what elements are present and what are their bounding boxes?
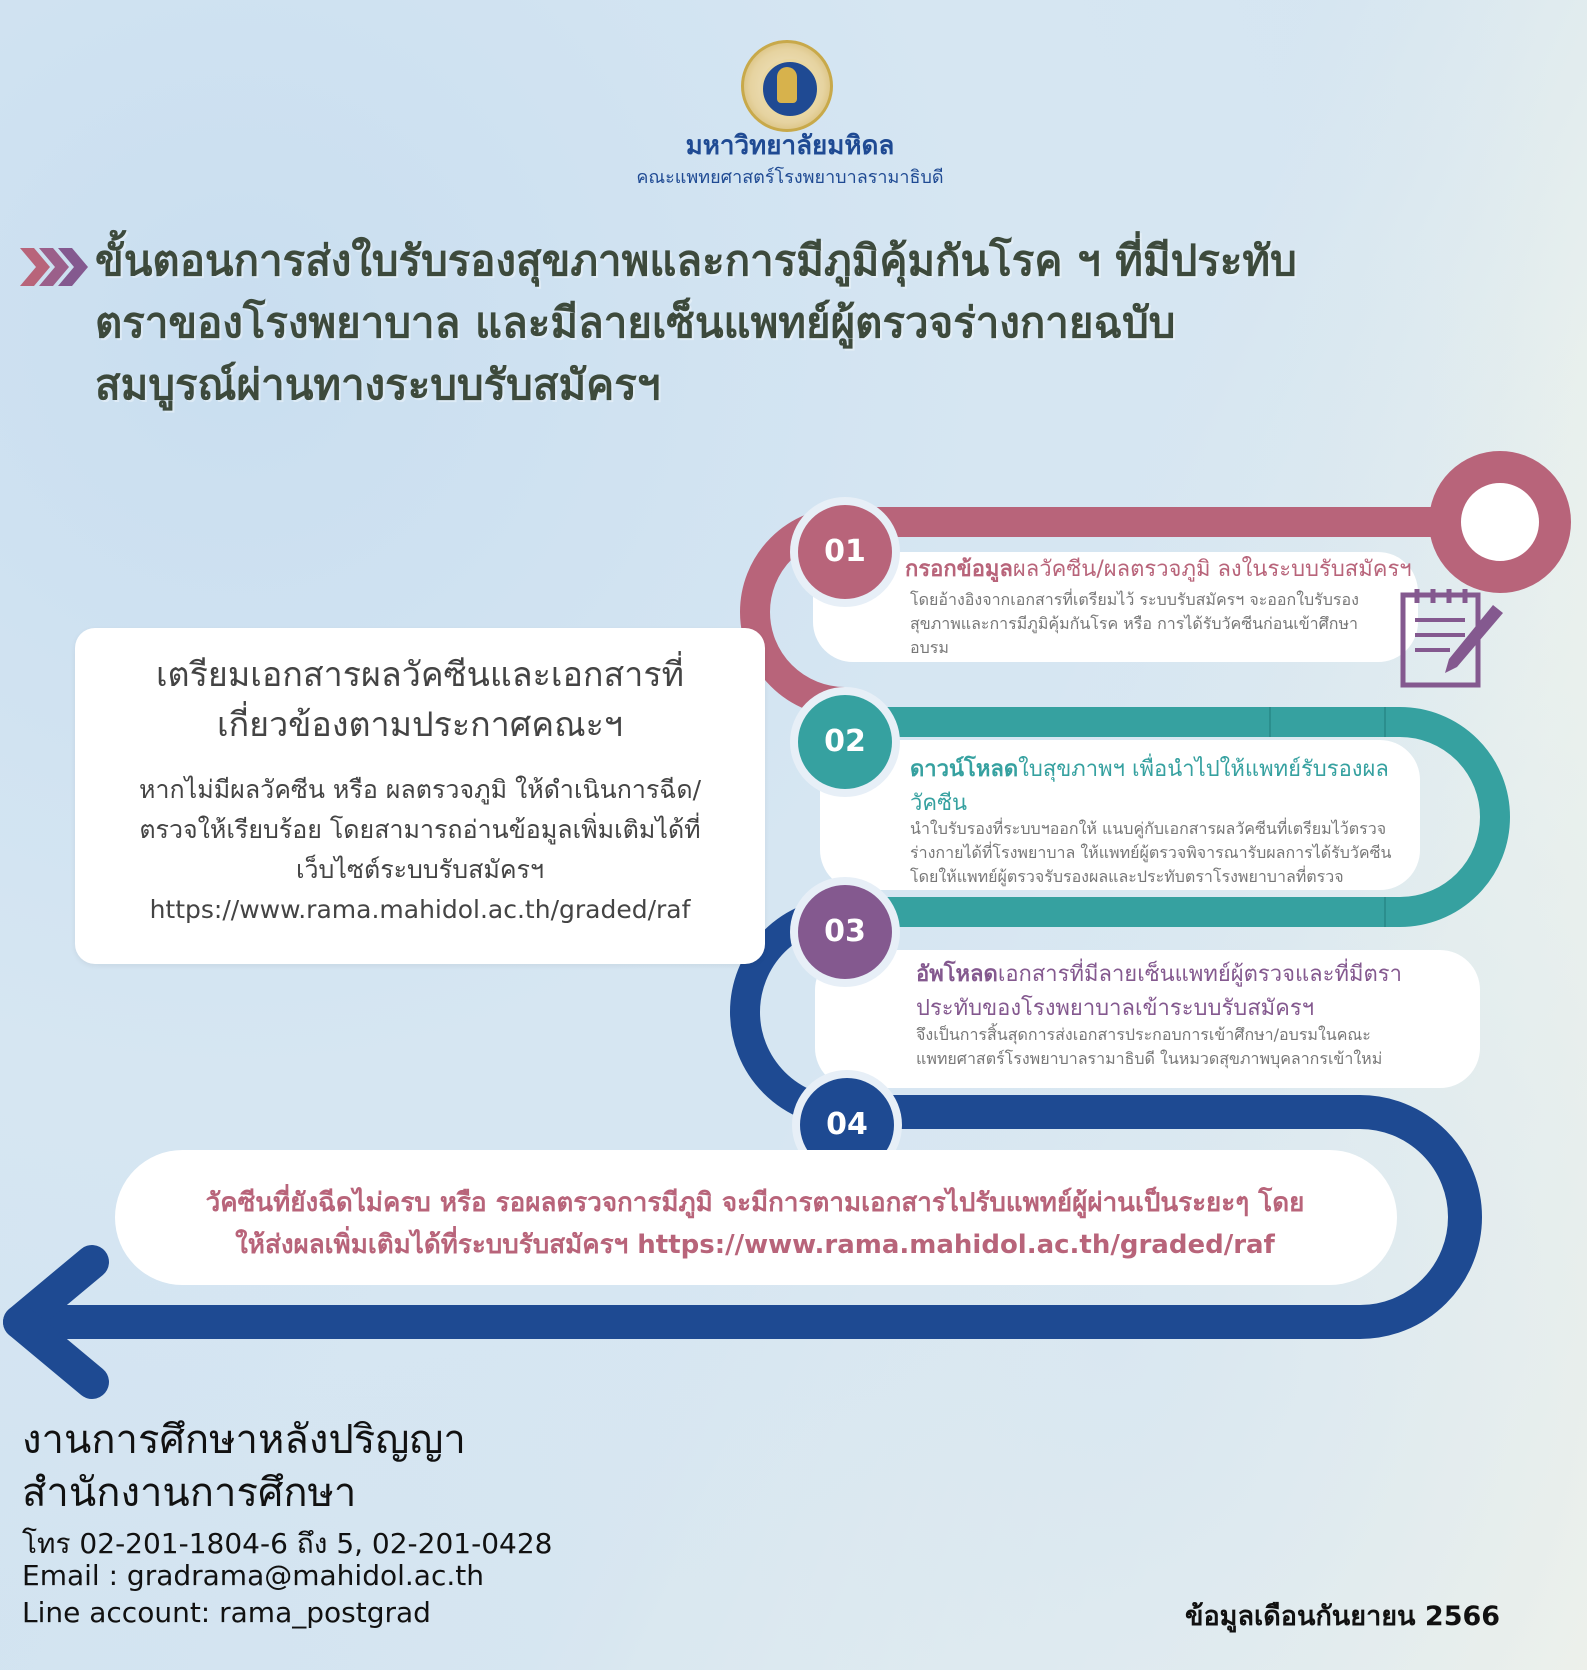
step-1-title: กรอกข้อมูลผลวัคซีน/ผลตรวจภูมิ ลงในระบบรับสมัครฯ	[905, 557, 1412, 582]
data-date: ข้อมูลเดือนกันยายน 2566	[1185, 1601, 1501, 1632]
step-2-title: ดาวน์โหลดใบสุขภาพฯ เพื่อนำไปให้แพทย์รับรองผล วัคซีน	[910, 757, 1389, 816]
contact-phone: โทร 02-201-1804-6 ถึง 5, 02-201-0428	[22, 1527, 553, 1560]
preparation-link[interactable]: https://www.rama.mahidol.ac.th/graded/raf	[149, 895, 691, 924]
step-1-description: โดยอ้างอิงจากเอกสารที่เตรียมไว้ ระบบรับสมัครฯ จะออกใบรับรอง สุขภาพและการมีภูมิคุ้มกันโรค หรือ การได้รับวัคซีนก่อนเข้าศึกษา อบรม	[910, 590, 1359, 657]
faculty-name: คณะแพทยศาสตร์โรงพยาบาลรามาธิบดี	[636, 167, 944, 188]
step-4-number: 04	[800, 1078, 894, 1172]
page-title: ขั้นตอนการส่งใบรับรองสุขภาพและการมีภูมิคุ้มกันโรค ฯ ที่มีประทับ ตราของโรงพยาบาล และมีลายเซ็นแพทย์ผู้ตรวจร่างกายฉบับ สมบูรณ์ผ่านทางระบบรับสมัครฯ	[95, 236, 1297, 409]
step-2-number: 02	[798, 695, 892, 789]
step-3-number: 03	[798, 885, 892, 979]
office-name: งานการศึกษาหลังปริญญา	[22, 1417, 466, 1463]
step-3-title: อัพโหลดเอกสารที่มีลายเซ็นแพทย์ผู้ตรวจและที่มีตรา ประทับของโรงพยาบาลเข้าระบบรับสมัครฯ	[916, 962, 1402, 1021]
step-2-description: นำใบรับรองที่ระบบฯออกให้ แนบคู่กับเอกสารผลวัคซีนที่เตรียมไว้ตรวจ ร่างกายได้ที่โรงพยาบาล ให้แพทย์ผู้ตรวจพิจารณารับผลการได้รับวัคซีน โดยให้แพทย์ผู้ตรวจรับรองผลและประทับตราโรงพยาบาลที่ตรวจ	[910, 819, 1392, 886]
clipboard-pencil-icon	[1395, 585, 1505, 695]
university-name: มหาวิทยาลัยมหิดล	[685, 131, 895, 161]
preparation-title: เตรียมเอกสารผลวัคซีนและเอกสารที่ เกี่ยวข้องตามประกาศคณะฯ	[155, 655, 685, 745]
note-text: วัคซีนที่ยังฉีดไม่ครบ หรือ รอผลตรวจการมีภูมิ จะมีการตามเอกสารไปรับแพทย์ผู้ผ่านเป็นระยะๆ โดย ให้ส่งผลเพิ่มเติมได้ที่ระบบรับสมัครฯ https://www.rama.mahidol.ac.th/graded/raf	[205, 1188, 1305, 1260]
ring-icon	[1445, 467, 1555, 577]
university-seal-icon	[741, 40, 833, 132]
triple-chevron-icon	[20, 246, 88, 288]
contact-email[interactable]: Email : gradrama@mahidol.ac.th	[22, 1559, 484, 1592]
step-1-number: 01	[798, 505, 892, 599]
preparation-body: หากไม่มีผลวัคซีน หรือ ผลตรวจภูมิ ให้ดำเนินการฉีด/ ตรวจให้เรียบร้อย โดยสามารถอ่านข้อมูลเพิ่มเติมได้ที่ เว็บไซต์ระบบรับสมัครฯ	[139, 775, 701, 884]
office-subname: สำนักงานการศึกษา	[22, 1470, 357, 1516]
contact-line: Line account: rama_postgrad	[22, 1596, 431, 1629]
step-3-description: จึงเป็นการสิ้นสุดการส่งเอกสารประกอบการเข้าศึกษา/อบรมในคณะ แพทยศาสตร์โรงพยาบาลรามาธิบดี ในหมวดสุขภาพบุคลากรเข้าใหม่	[916, 1025, 1383, 1068]
